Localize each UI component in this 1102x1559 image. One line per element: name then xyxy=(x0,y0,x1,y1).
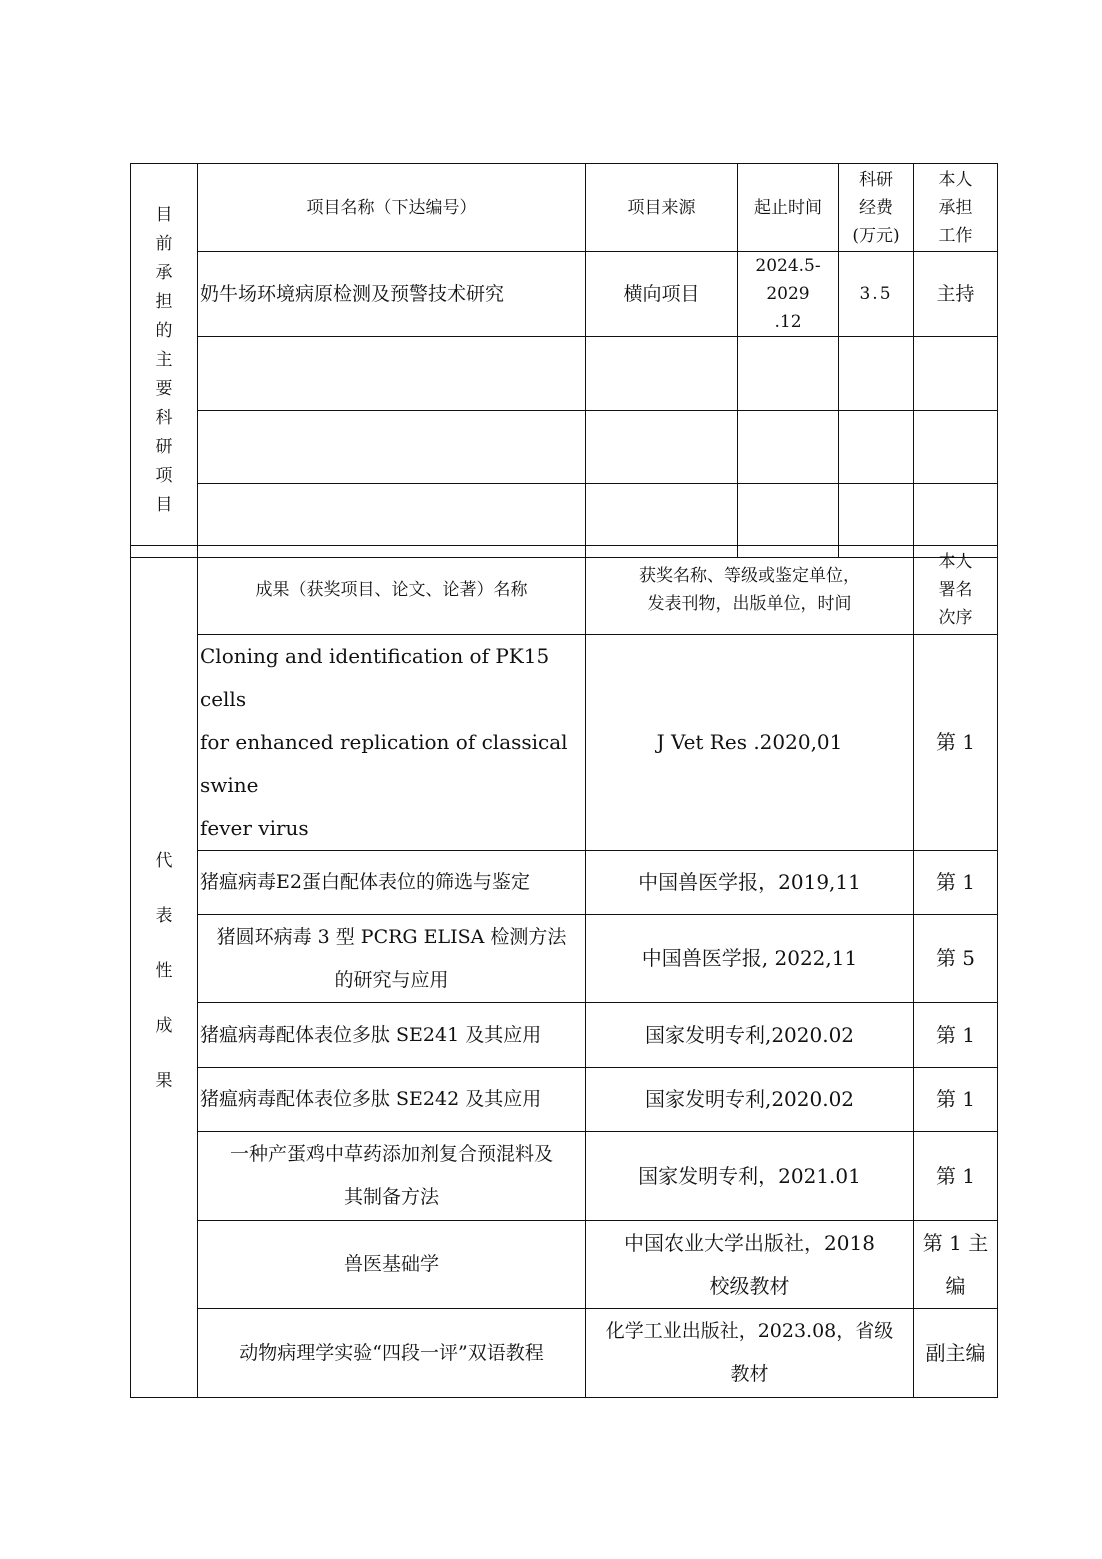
current-projects-table xyxy=(130,163,998,558)
achievement-name: Cloning and identification of PK15 cells for enhanced replication of classical swine fever virus xyxy=(198,635,586,851)
project-name xyxy=(198,411,586,484)
section-label-current-projects: 目 前 承 担 的 主 要 科 研 项 目 xyxy=(131,164,198,558)
header-project-source: 项目来源 xyxy=(586,164,738,252)
achievement-name: 猪圆环病毒 3 型 PCRG ELISA 检测方法 的研究与应用 xyxy=(198,915,586,1003)
header-role: 本人 承担 工作 xyxy=(914,164,998,252)
table-header-row xyxy=(131,164,998,252)
header-project-name: 项目名称（下达编号） xyxy=(198,164,586,252)
author-order: 第 1 xyxy=(914,635,998,851)
header-achievement-name: 成果（获奖项目、论文、论著）名称 xyxy=(198,546,586,635)
header-period: 起止时间 xyxy=(738,164,839,252)
table-row xyxy=(131,851,998,915)
project-period xyxy=(738,411,839,484)
achievement-venue: 化学工业出版社，2023.08，省级 教材 xyxy=(586,1309,914,1398)
section-label-achievements: 代 表 性 成 果 xyxy=(131,546,198,1398)
author-order: 第 1 xyxy=(914,1003,998,1068)
table-header-row xyxy=(131,546,998,635)
author-order: 第 1 xyxy=(914,1132,998,1221)
header-funding: 科研 经费 (万元) xyxy=(839,164,914,252)
achievement-venue: 国家发明专利,2020.02 xyxy=(586,1003,914,1068)
project-funding xyxy=(839,337,914,411)
achievement-venue: 中国农业大学出版社，2018 校级教材 xyxy=(586,1221,914,1309)
project-role: 主持 xyxy=(914,252,998,337)
table-row xyxy=(131,1003,998,1068)
project-funding: 3.5 xyxy=(839,252,914,337)
achievement-name: 兽医基础学 xyxy=(198,1221,586,1309)
project-period: 2024.5-2029 .12 xyxy=(738,252,839,337)
table-row xyxy=(131,1221,998,1309)
achievements-table xyxy=(130,545,998,1398)
project-period xyxy=(738,337,839,411)
project-source: 横向项目 xyxy=(586,252,738,337)
achievement-name: 一种产蛋鸡中草药添加剂复合预混料及 其制备方法 xyxy=(198,1132,586,1221)
table-row xyxy=(131,635,998,851)
project-name: 奶牛场环境病原检测及预警技术研究 xyxy=(198,252,586,337)
table-row xyxy=(131,411,998,484)
table-row xyxy=(131,1068,998,1132)
author-order: 副主编 xyxy=(914,1309,998,1398)
achievement-venue: 国家发明专利，2021.01 xyxy=(586,1132,914,1221)
table-row xyxy=(131,252,998,337)
achievement-venue: 中国兽医学报，2019,11 xyxy=(586,851,914,915)
achievement-venue: 国家发明专利,2020.02 xyxy=(586,1068,914,1132)
achievement-name: 猪瘟病毒配体表位多肽 SE242 及其应用 xyxy=(198,1068,586,1132)
author-order: 第 1 xyxy=(914,1068,998,1132)
header-author-order: 本人 署名 次序 xyxy=(914,546,998,635)
project-name xyxy=(198,337,586,411)
achievement-venue: J Vet Res .2020,01 xyxy=(586,635,914,851)
table-row xyxy=(131,915,998,1003)
table-row xyxy=(131,1132,998,1221)
achievement-name: 猪瘟病毒配体表位多肽 SE241 及其应用 xyxy=(198,1003,586,1068)
author-order: 第 5 xyxy=(914,915,998,1003)
project-source xyxy=(586,411,738,484)
achievement-name: 猪瘟病毒E2蛋白配体表位的筛选与鉴定 xyxy=(198,851,586,915)
project-funding xyxy=(839,411,914,484)
project-source xyxy=(586,337,738,411)
table-row xyxy=(131,1309,998,1398)
author-order: 第 1 xyxy=(914,851,998,915)
header-venue: 获奖名称、等级或鉴定单位， 发表刊物，出版单位，时间 xyxy=(586,546,914,635)
author-order: 第 1 主 编 xyxy=(914,1221,998,1309)
achievement-name: 动物病理学实验“四段一评”双语教程 xyxy=(198,1309,586,1398)
project-role xyxy=(914,411,998,484)
project-role xyxy=(914,337,998,411)
achievement-venue: 中国兽医学报, 2022,11 xyxy=(586,915,914,1003)
table-row xyxy=(131,337,998,411)
